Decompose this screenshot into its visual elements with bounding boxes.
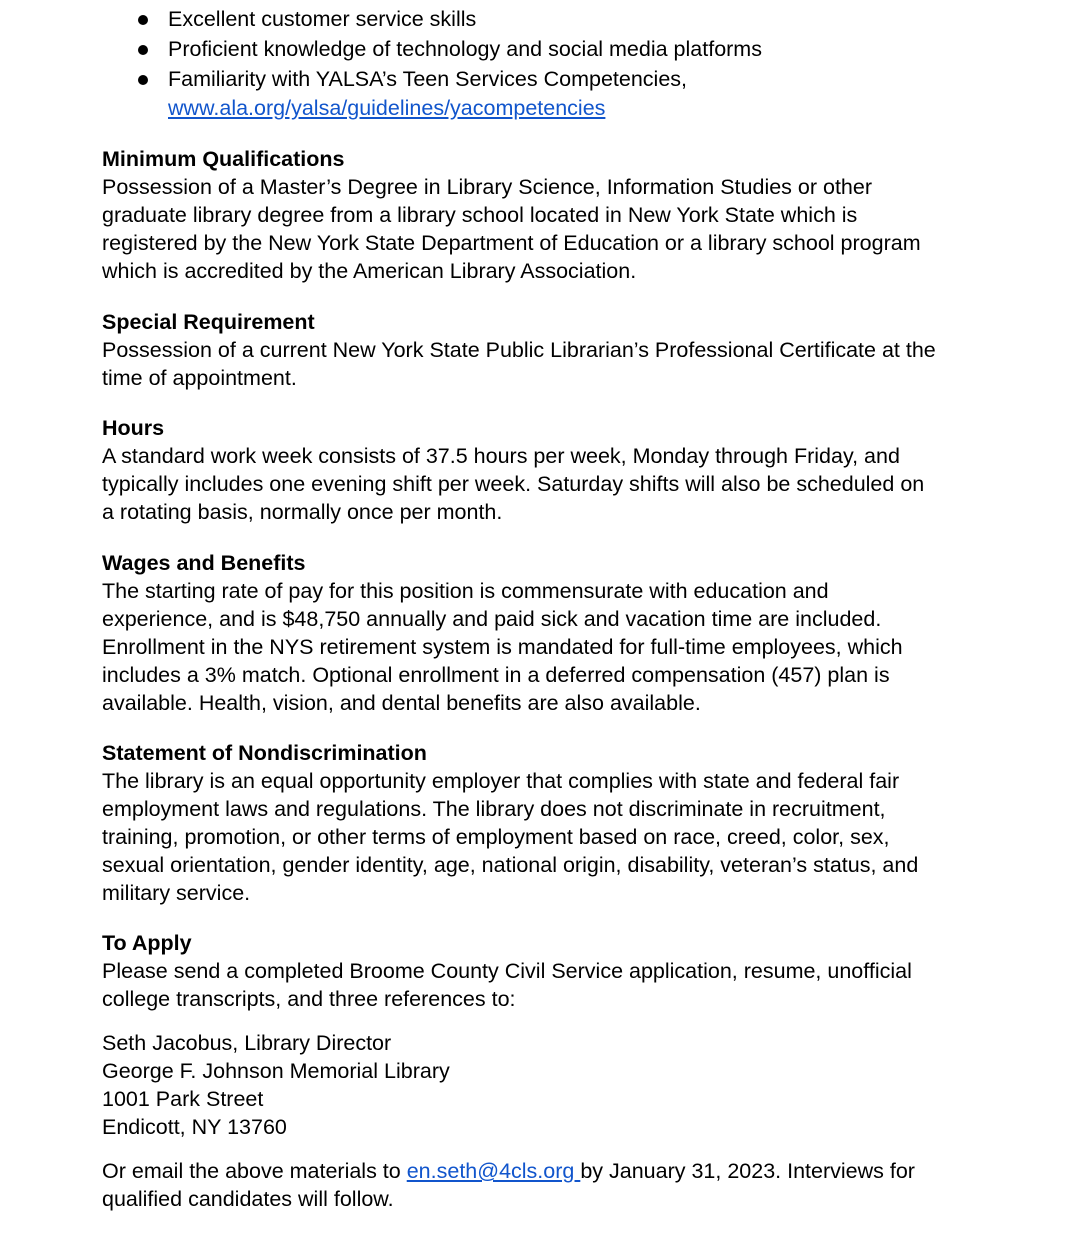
section-heading: To Apply [102,931,192,955]
address-line: Endicott, NY 13760 [102,1115,287,1139]
bullet-item [0,5,1080,34]
minimum-qualifications-section [102,145,1002,285]
paragraph-line: experience, and is $48,750 annually and paid sick and vacation time are included. [102,607,882,631]
paragraph-line: The starting rate of pay for this position is commensurate with education and [102,579,829,603]
email-line [102,1157,1002,1185]
bullet-text: Excellent customer service skills [168,7,477,31]
paragraph-line: typically includes one evening shift per week. Saturday shifts will also be scheduled on [102,472,925,496]
address-line: Seth Jacobus, Library Director [102,1031,392,1055]
paragraph-line: graduate library degree from a library school located in New York State which is [102,203,858,227]
address-line: George F. Johnson Memorial Library [102,1059,450,1083]
section-heading: Special Requirement [102,310,315,334]
email-suffix: by January 31, 2023. Interviews for [580,1159,915,1183]
address-line: 1001 Park Street [102,1087,264,1111]
yalsa-competencies-link[interactable]: www.ala.org/yalsa/guidelines/yacompetencies [168,96,606,120]
paragraph-line: qualified candidates will follow. [102,1187,394,1211]
paragraph-line: Please send a completed Broome County Civil Service application, resume, unofficial [102,959,912,983]
mailing-address [102,1029,1002,1141]
paragraph-line: military service. [102,881,251,905]
paragraph-line: includes a 3% match. Optional enrollment in a deferred compensation (457) plan is [102,663,890,687]
section-heading: Statement of Nondiscrimination [102,741,427,765]
to-apply-section [102,929,1002,1013]
paragraph-line: training, promotion, or other terms of employment based on race, creed, color, sex, [102,825,890,849]
email-link[interactable]: en.seth@4cls.org [406,1159,581,1183]
paragraph-line: available. Health, vision, and dental benefits are also available. [102,691,701,715]
bullet-icon [138,45,148,55]
paragraph-line: The library is an equal opportunity employer that complies with state and federal fair [102,769,900,793]
paragraph-line: sexual orientation, gender identity, age, national origin, disability, veteran’s status, and [102,853,919,877]
bullet-item [0,35,1080,64]
paragraph-line: Possession of a Master’s Degree in Library Science, Information Studies or other [102,175,873,199]
paragraph-line: which is accredited by the American Library Association. [102,259,637,283]
bullet-icon [138,15,148,25]
wages-benefits-section [102,549,1002,717]
email-closing [102,1157,1002,1213]
special-requirement-section [102,308,1002,392]
bullet-text: Proficient knowledge of technology and social media platforms [168,37,762,61]
nondiscrimination-section [102,739,1002,907]
bullet-item [0,65,1080,123]
paragraph-line: registered by the New York State Department of Education or a library school program [102,231,921,255]
section-heading: Hours [102,416,165,440]
bullet-icon [138,75,148,85]
paragraph-line: college transcripts, and three references to: [102,987,516,1011]
hours-section [102,414,1002,526]
paragraph-line: time of appointment. [102,366,297,390]
section-heading: Minimum Qualifications [102,147,345,171]
paragraph-line: a rotating basis, normally once per month. [102,500,503,524]
skills-bullet-list [0,5,1080,123]
paragraph-line: A standard work week consists of 37.5 hours per week, Monday through Friday, and [102,444,900,468]
paragraph-line: employment laws and regulations. The library does not discriminate in recruitment, [102,797,886,821]
section-heading: Wages and Benefits [102,551,306,575]
bullet-text: Familiarity with YALSA’s Teen Services Competencies, [168,67,688,91]
email-prefix: Or email the above materials to [102,1159,407,1183]
paragraph-line: Enrollment in the NYS retirement system is mandated for full-time employees, which [102,635,903,659]
paragraph-line: Possession of a current New York State Public Librarian’s Professional Certificate at the [102,338,936,362]
